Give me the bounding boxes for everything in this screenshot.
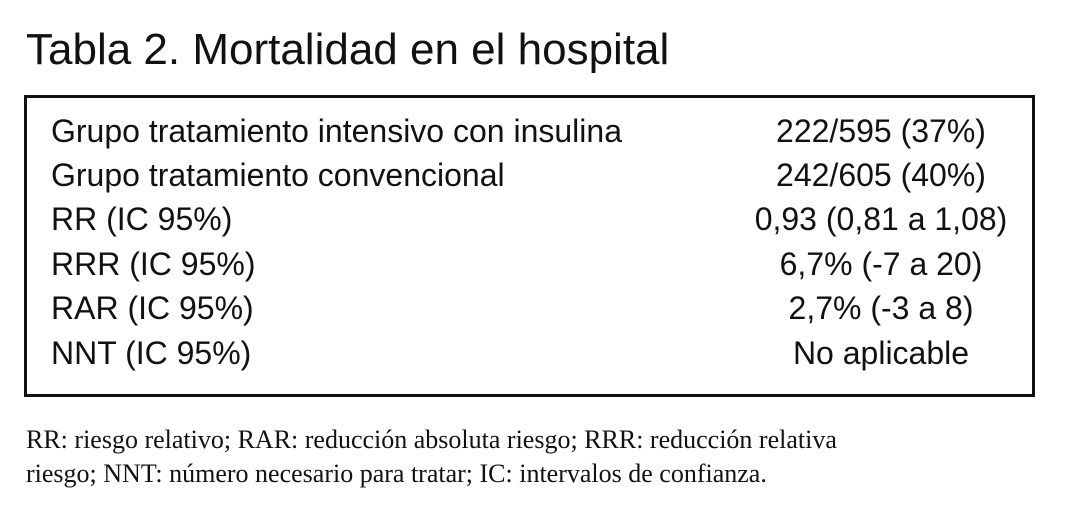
row-value: No aplicable: [792, 335, 970, 371]
row-value: 222/595 (37%): [776, 113, 986, 149]
row-label: NNT (IC 95%): [51, 335, 252, 371]
row-label: Grupo tratamiento intensivo con insulina: [51, 113, 622, 149]
table-title: Tabla 2. Mortalidad en el hospital: [26, 25, 670, 74]
row-value: 2,7% (-3 a 8): [788, 290, 974, 326]
table-row: [51, 197, 1016, 241]
footnote-line: RR: riesgo relativo; RAR: reducción absoluta riesgo; RRR: reducción relativa: [26, 425, 837, 454]
row-label: RRR (IC 95%): [51, 246, 256, 282]
mortality-table: [24, 95, 1035, 397]
table-row: [51, 109, 1016, 153]
table-row: [51, 331, 1016, 375]
row-label: RR (IC 95%): [51, 201, 233, 237]
row-value: 242/605 (40%): [776, 157, 986, 193]
row-label: RAR (IC 95%): [51, 290, 254, 326]
row-value: 0,93 (0,81 a 1,08): [754, 201, 1008, 237]
table-row: [51, 242, 1016, 286]
row-value: 6,7% (-7 a 20): [779, 246, 983, 282]
table-row: [51, 153, 1016, 197]
table-footnote: [26, 423, 1046, 491]
table-row: [51, 286, 1016, 330]
footnote-line: riesgo; NNT: número necesario para tratar; IC: intervalos de confianza.: [26, 459, 767, 488]
row-label: Grupo tratamiento convencional: [51, 157, 505, 193]
